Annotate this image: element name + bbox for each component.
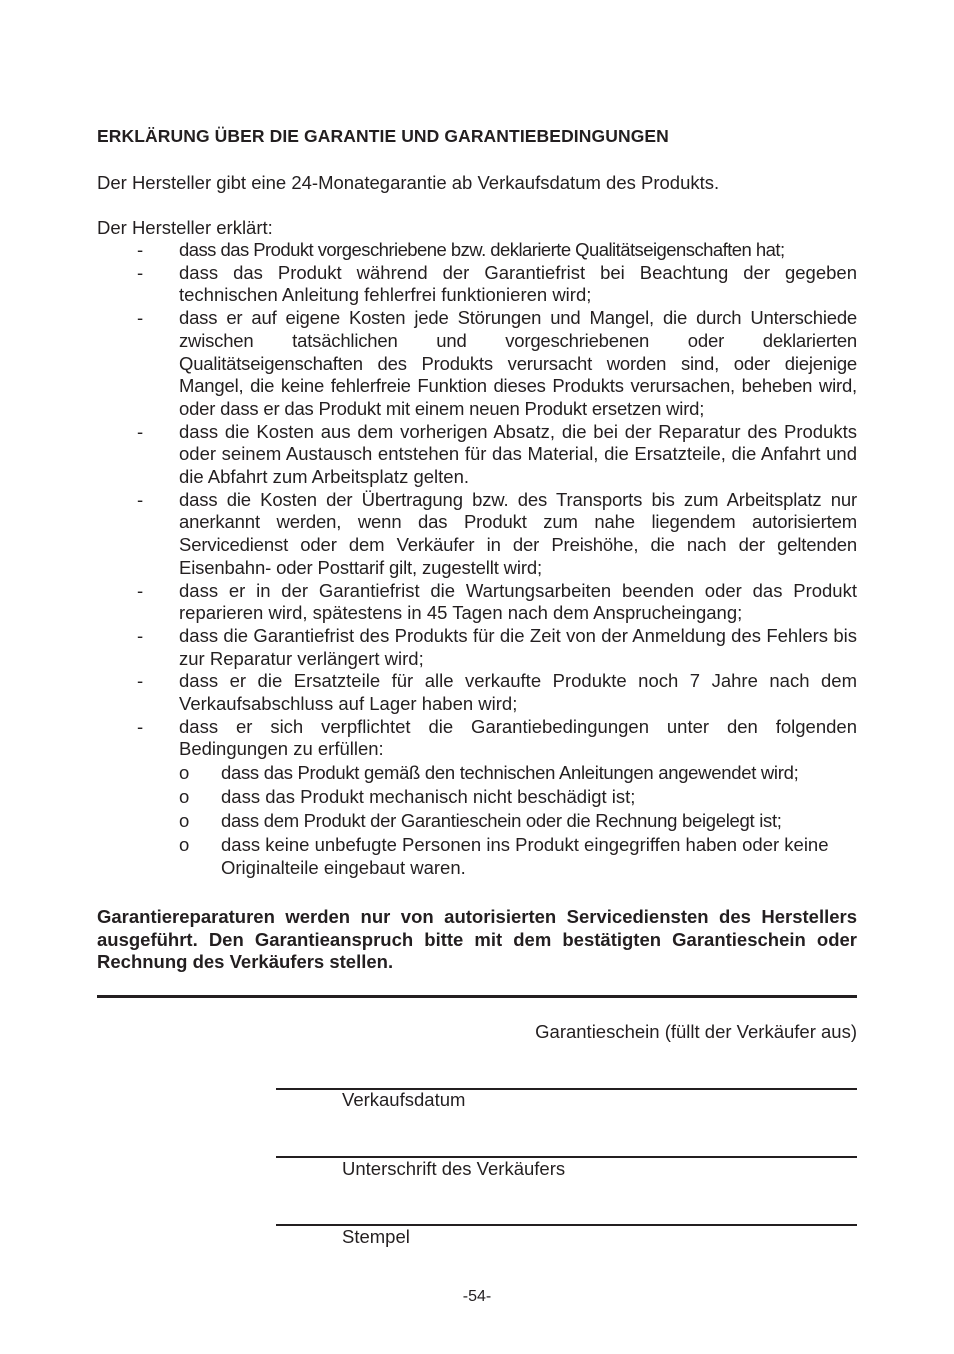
list-item bbox=[97, 670, 857, 715]
list-item bbox=[179, 786, 857, 809]
page-title: ERKLÄRUNG ÜBER DIE GARANTIE UND GARANTIEBEDINGUNGEN bbox=[97, 126, 669, 146]
list-item-text: dass keine unbefugte Personen ins Produkt eingegriffen haben oder keine Originalteile eingebaut waren. bbox=[221, 834, 829, 879]
list-item-text: dass die Kosten aus dem vorherigen Absatz, die bei der Reparatur des Produkts oder seinem Austausch entstehen für das Material, die Ersatzteile, die Anfahrt und die Abfahrt zum Arbeitsplatz gelten. bbox=[179, 420, 857, 488]
list-item-text: dass das Produkt während der Garantiefrist bei Beachtung der gegeben technischen Anleitung fehlerfrei funktionieren wird; bbox=[179, 261, 857, 306]
list-item-text: dass die Garantiefrist des Produkts für die Zeit von der Anmeldung des Fehlers bis zur Reparatur verlängert wird; bbox=[179, 624, 857, 669]
circle-marker: o bbox=[179, 762, 190, 784]
list-item bbox=[97, 239, 857, 262]
list-item-text: dass dem Produkt der Garantieschein oder die Rechnung beigelegt ist; bbox=[221, 810, 782, 832]
list-item-text: dass er die Ersatzteile für alle verkaufte Produkte noch 7 Jahre nach dem Verkaufsabschluss auf Lager haben wird; bbox=[179, 670, 857, 715]
section-divider bbox=[97, 995, 857, 998]
dash-marker: - bbox=[137, 670, 144, 692]
list-item-text: dass die Kosten der Übertragung bzw. des Transports bis zum Arbeitsplatz nur anerkannt werden, wenn das Produkt zum nahe liegendem autorisiertem Servicedienst oder dem Verkäufer in der Preishöhe, die nach der geltenden Eisenbahn- oder Posttarif gilt, zugestellt wird; bbox=[179, 488, 857, 578]
page-number: -54- bbox=[462, 1288, 492, 1305]
list-item-text: dass das Produkt gemäß den technischen Anleitungen angewendet wird; bbox=[221, 762, 799, 784]
dash-marker: - bbox=[137, 420, 144, 442]
list-item bbox=[97, 580, 857, 625]
dash-marker: - bbox=[137, 624, 144, 646]
dash-marker: - bbox=[137, 488, 144, 510]
list-item-text: dass das Produkt mechanisch nicht beschädigt ist; bbox=[221, 786, 636, 808]
list-item bbox=[97, 625, 857, 670]
list-item bbox=[97, 489, 857, 580]
condition-list bbox=[179, 762, 857, 879]
circle-marker: o bbox=[179, 810, 190, 832]
circle-marker: o bbox=[179, 834, 190, 856]
list-item bbox=[97, 307, 857, 421]
list-item bbox=[179, 810, 857, 833]
declaration-lead: Der Hersteller erklärt: bbox=[97, 217, 273, 238]
list-item bbox=[97, 421, 857, 489]
circle-marker: o bbox=[179, 786, 190, 808]
dash-marker: - bbox=[137, 579, 144, 601]
dash-marker: - bbox=[137, 261, 144, 283]
list-item bbox=[97, 262, 857, 307]
list-item-text: dass er auf eigene Kosten jede Störungen und Mangel, die durch Unterschiede zwischen tatsächlichen und vorgeschriebenen oder deklarierten Qualitätseigenschaften des Produkts verursacht worden sind, oder diejenige Mangel, die keine fehlerfreie Funktion dieses Produkts verursachen, beheben wird, oder dass er das Produkt mit einem neuen Produkt ersetzen wird; bbox=[179, 307, 857, 419]
warranty-notice: Garantiereparaturen werden nur von autorisierten Servicediensten des Herstellers ausgeführt. Den Garantieanspruch bitte mit dem bestätigten Garantieschein oder Rechnung des Verkäufers stellen. bbox=[97, 906, 857, 973]
dash-marker: - bbox=[137, 239, 144, 260]
warranty-card-title: Garantieschein (füllt der Verkäufer aus) bbox=[535, 1021, 857, 1042]
dash-marker: - bbox=[137, 307, 144, 329]
list-item bbox=[179, 834, 857, 879]
list-item bbox=[97, 716, 857, 880]
list-item-text: dass er in der Garantiefrist die Wartungsarbeiten beenden oder das Produkt reparieren wird, spätestens in 45 Tagen nach dem Ansprucheingang; bbox=[179, 579, 857, 624]
declaration-list bbox=[97, 239, 857, 880]
stamp-label: Stempel bbox=[342, 1226, 410, 1247]
intro-paragraph: Der Hersteller gibt eine 24-Monategarantie ab Verkaufsdatum des Produkts. bbox=[97, 172, 720, 193]
sale-date-label: Verkaufsdatum bbox=[342, 1089, 466, 1110]
seller-signature-label: Unterschrift des Verkäufers bbox=[342, 1158, 566, 1179]
list-item-text: dass das Produkt vorgeschriebene bzw. deklarierte Qualitätseigenschaften hat; bbox=[179, 239, 785, 260]
dash-marker: - bbox=[137, 715, 144, 737]
list-item-text: dass er sich verpflichtet die Garantiebedingungen unter den folgenden Bedingungen zu erfüllen: bbox=[179, 715, 857, 760]
list-item bbox=[179, 762, 857, 785]
